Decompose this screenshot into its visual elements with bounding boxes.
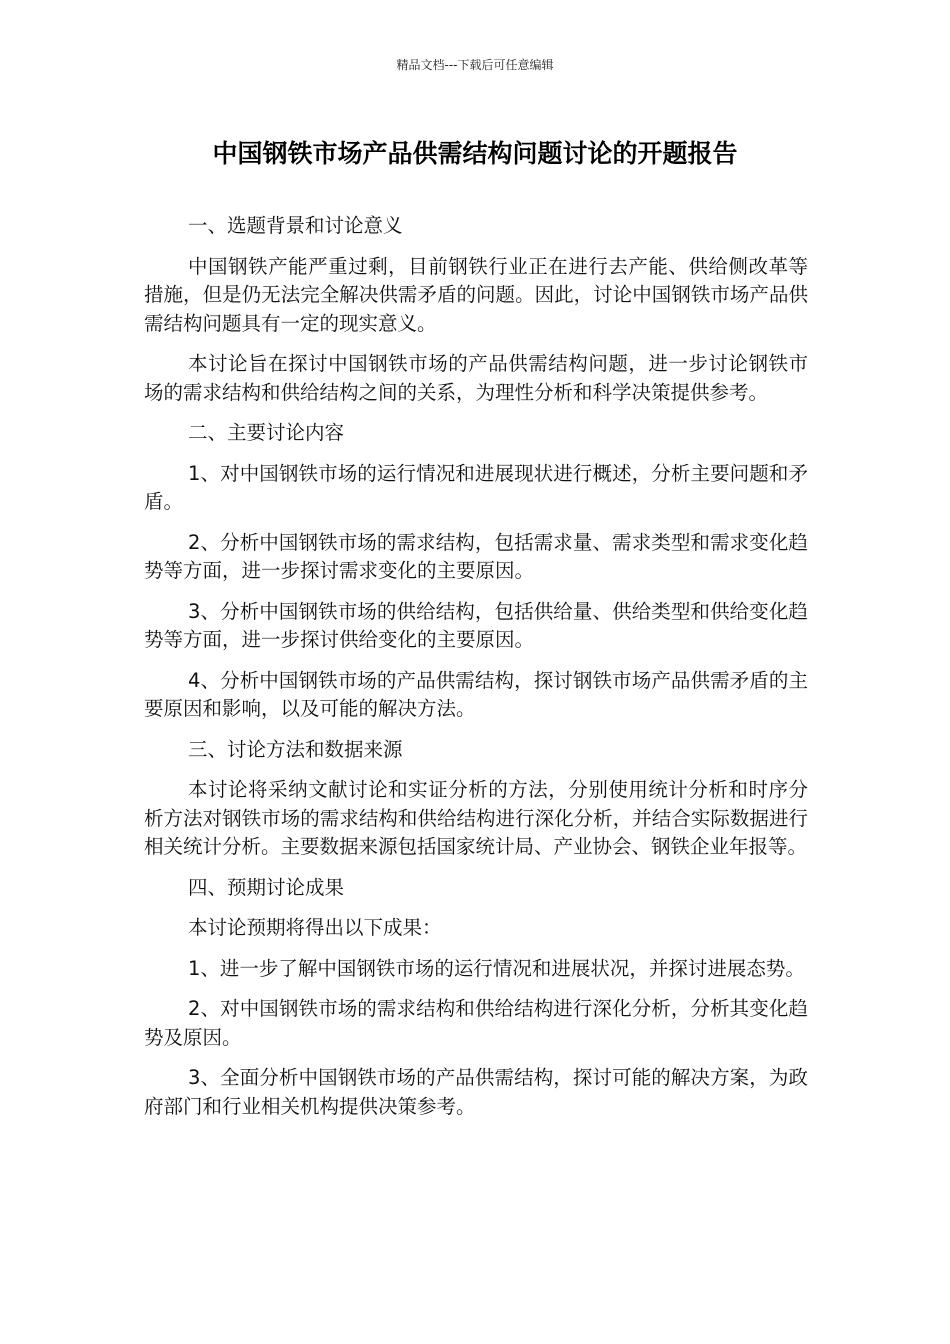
list-item-content-4: 4、分析中国钢铁市场的产品供需结构，探讨钢铁市场产品供需矛盾的主要原因和影响，以及可能的解决方法。 <box>144 668 808 720</box>
paragraph-methods: 本讨论将采纳文献讨论和实证分析的方法，分别使用统计分析和时序分析方法对钢铁市场的需求结构和供给结构进行深化分析，并结合实际数据进行相关统计分析。主要数据来源包括国家统计局、产业协会、钢铁企业年报等。 <box>144 778 808 858</box>
list-item-content-1: 1、对中国钢铁市场的运行情况和进展现状进行概述，分析主要问题和矛盾。 <box>144 461 808 513</box>
document-title: 中国钢铁市场产品供需结构问题讨论的开题报告 <box>212 139 738 168</box>
section-heading-2: 二、主要讨论内容 <box>188 421 345 444</box>
section-heading-3: 三、讨论方法和数据来源 <box>188 737 403 761</box>
section-heading-4: 四、预期讨论成果 <box>188 875 345 899</box>
list-item-content-3: 3、分析中国钢铁市场的供给结构，包括供给量、供给类型和供给变化趋势等方面，进一步探讨供给变化的主要原因。 <box>144 599 808 651</box>
list-item-outcome-3: 3、全面分析中国钢铁市场的产品供需结构，探讨可能的解决方案，为政府部门和行业相关机构提供决策参考。 <box>144 1066 808 1118</box>
paragraph-background: 中国钢铁产能严重过剩，目前钢铁行业正在进行去产能、供给侧改革等措施，但是仍无法完全解决供需矛盾的问题。因此，讨论中国钢铁市场产品供需结构问题具有一定的现实意义。 <box>144 254 808 335</box>
document-body <box>144 212 808 1133</box>
list-item-content-2: 2、分析中国钢铁市场的需求结构，包括需求量、需求类型和需求变化趋势等方面，进一步探讨需求变化的主要原因。 <box>144 530 808 582</box>
section-heading-1: 一、选题背景和讨论意义 <box>188 214 403 237</box>
paragraph-purpose: 本讨论旨在探讨中国钢铁市场的产品供需结构问题，进一步讨论钢铁市场的需求结构和供给结构之间的关系，为理性分析和科学决策提供参考。 <box>144 352 808 404</box>
list-item-outcome-2: 2、对中国钢铁市场的需求结构和供给结构进行深化分析，分析其变化趋势及原因。 <box>144 997 808 1049</box>
paragraph-outcomes-intro: 本讨论预期将得出以下成果： <box>188 916 442 939</box>
list-item-outcome-1: 1、进一步了解中国钢铁市场的运行情况和进展状况，并探讨进展态势。 <box>188 956 805 980</box>
page-header: 精品文档---下载后可任意编辑 <box>396 58 554 72</box>
